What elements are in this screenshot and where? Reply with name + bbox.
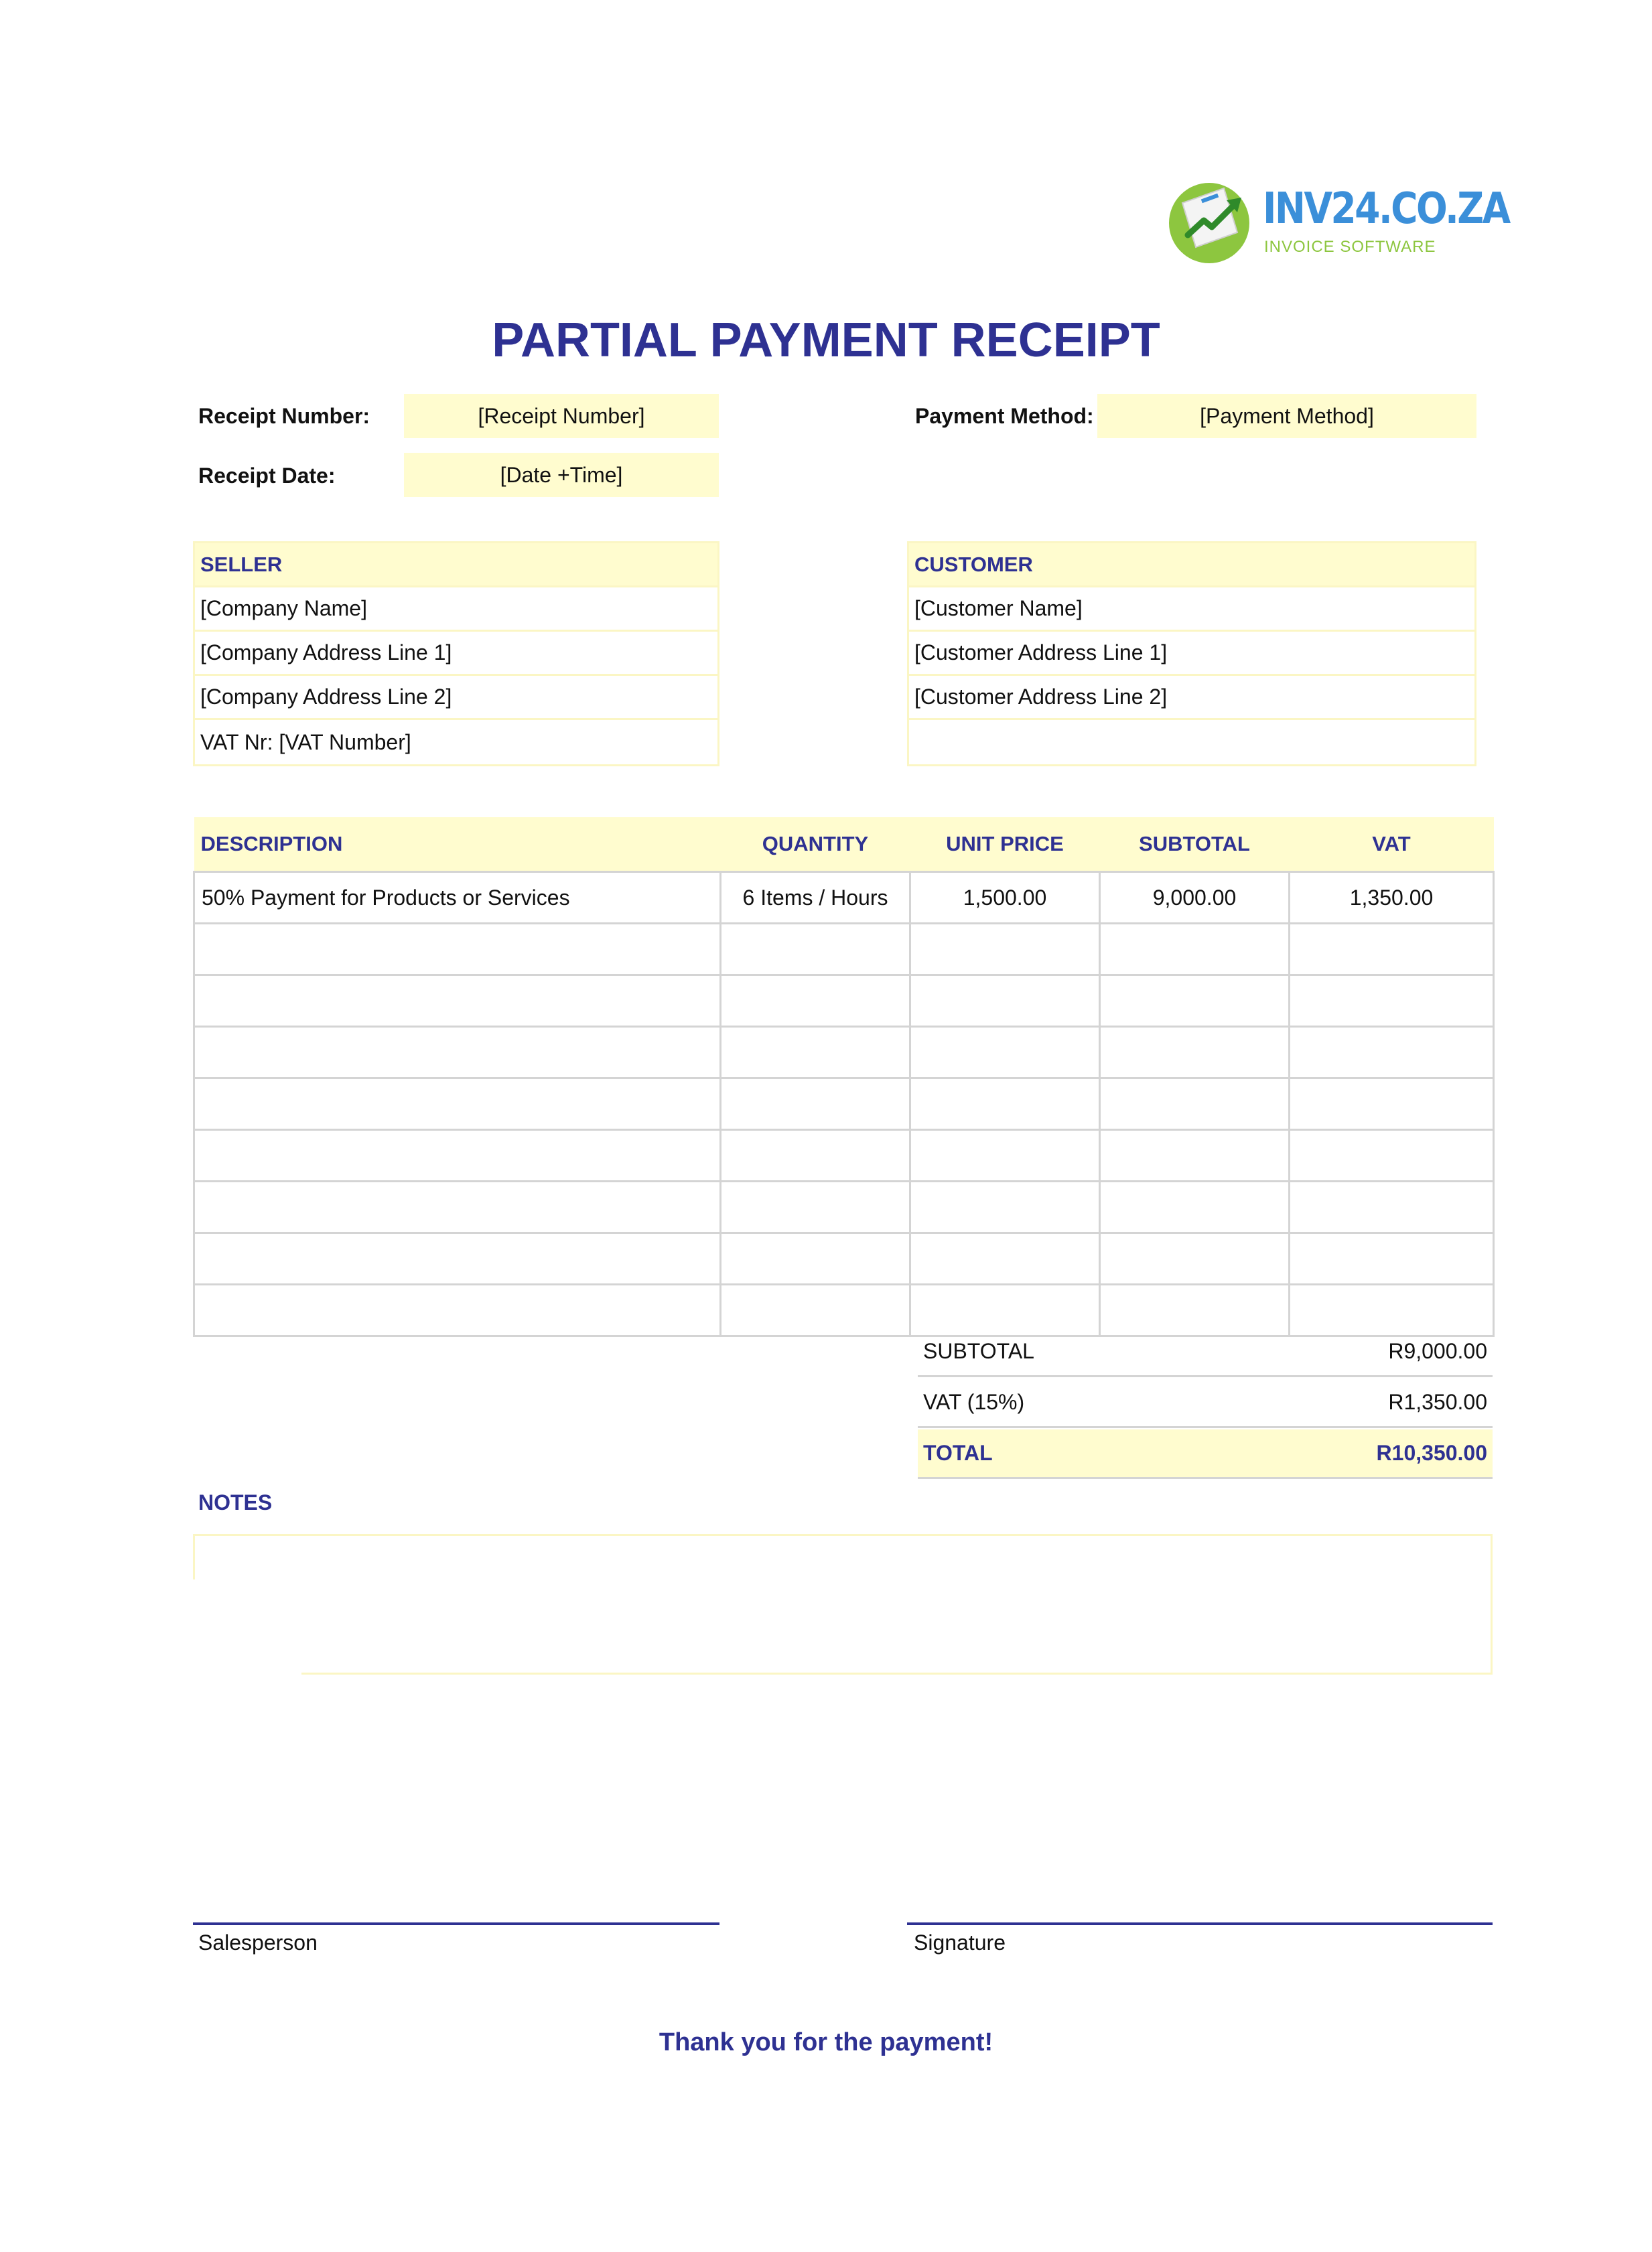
cell-vat[interactable] [1290,1182,1494,1233]
vat-value: R1,350.00 [1388,1390,1487,1414]
seller-block [193,541,719,766]
cell-unit-price[interactable]: 1,500.00 [910,872,1100,924]
column-header-description: DESCRIPTION [194,817,721,872]
column-header-vat: VAT [1290,817,1494,872]
seller-address-line-1[interactable]: [Company Address Line 1] [195,632,717,676]
customer-address-line-2[interactable]: [Customer Address Line 2] [909,676,1474,720]
cell-vat[interactable] [1290,1078,1494,1130]
items-table [193,817,1495,1337]
cell-description[interactable]: 50% Payment for Products or Services [194,872,721,924]
thank-you-message: Thank you for the payment! [659,2028,993,2056]
customer-signature-line[interactable] [907,1922,1493,1925]
notes-label: NOTES [198,1490,273,1515]
cell-quantity[interactable] [721,1130,910,1182]
column-header-quantity: QUANTITY [721,817,910,872]
cell-vat[interactable]: 1,350.00 [1290,872,1494,924]
table-row [194,1078,1494,1130]
cell-unit-price[interactable] [910,1130,1100,1182]
invoice-arrow-icon [1162,171,1263,271]
cell-vat[interactable] [1290,1130,1494,1182]
cell-description[interactable] [194,1285,721,1336]
cell-unit-price[interactable] [910,1182,1100,1233]
cell-unit-price[interactable] [910,1078,1100,1130]
payment-method-field[interactable]: [Payment Method] [1097,394,1476,438]
cell-quantity[interactable]: 6 Items / Hours [721,872,910,924]
cell-subtotal[interactable] [1100,1233,1290,1285]
receipt-number-label: Receipt Number: [198,404,370,428]
total-label: TOTAL [923,1441,993,1465]
cell-quantity[interactable] [721,1182,910,1233]
table-row [194,1027,1494,1078]
company-logo [1162,171,1509,271]
cell-description[interactable] [194,975,721,1027]
cell-subtotal[interactable] [1100,1130,1290,1182]
cell-quantity[interactable] [721,1285,910,1336]
total-row [918,1429,1493,1479]
cell-description[interactable] [194,924,721,975]
table-row [194,1182,1494,1233]
cell-subtotal[interactable]: 9,000.00 [1100,872,1290,924]
total-value: R10,350.00 [1376,1441,1487,1465]
cell-quantity[interactable] [721,975,910,1027]
notes-box-notch [193,1579,301,1677]
signature-label: Signature [914,1930,1006,1955]
customer-name[interactable]: [Customer Name] [909,587,1474,632]
seller-heading: SELLER [195,543,717,587]
table-row [194,924,1494,975]
column-header-subtotal: SUBTOTAL [1100,817,1290,872]
receipt-number-field[interactable]: [Receipt Number] [404,394,719,438]
customer-address-line-1[interactable]: [Customer Address Line 1] [909,632,1474,676]
customer-heading: CUSTOMER [909,543,1474,587]
cell-vat[interactable] [1290,975,1494,1027]
receipt-date-label: Receipt Date: [198,464,336,488]
cell-vat[interactable] [1290,1233,1494,1285]
cell-unit-price[interactable] [910,1233,1100,1285]
cell-quantity[interactable] [721,1078,910,1130]
cell-subtotal[interactable] [1100,975,1290,1027]
cell-description[interactable] [194,1233,721,1285]
cell-description[interactable] [194,1182,721,1233]
table-row [194,1130,1494,1182]
seller-vat-number[interactable]: VAT Nr: [VAT Number] [200,729,411,754]
cell-subtotal[interactable] [1100,1182,1290,1233]
customer-block [907,541,1476,766]
cell-unit-price[interactable] [910,924,1100,975]
cell-subtotal[interactable] [1100,924,1290,975]
payment-method-label: Payment Method: [915,404,1094,428]
salesperson-signature-line[interactable] [193,1922,719,1925]
subtotal-row [918,1328,1493,1377]
subtotal-label: SUBTOTAL [923,1339,1034,1363]
cell-subtotal[interactable] [1100,1027,1290,1078]
table-row [194,975,1494,1027]
cell-unit-price[interactable] [910,975,1100,1027]
cell-subtotal[interactable] [1100,1078,1290,1130]
vat-label: VAT (15%) [923,1390,1025,1414]
cell-quantity[interactable] [721,924,910,975]
cell-description[interactable] [194,1078,721,1130]
seller-company-name[interactable]: [Company Name] [195,587,717,632]
logo-brand-text: INV24.CO.ZA [1263,184,1509,234]
cell-description[interactable] [194,1130,721,1182]
vat-row [918,1379,1493,1428]
cell-unit-price[interactable] [910,1027,1100,1078]
notes-field[interactable] [193,1534,1493,1675]
salesperson-label: Salesperson [198,1930,318,1955]
subtotal-value: R9,000.00 [1388,1339,1487,1363]
table-row [194,872,1494,924]
items-header-row [194,817,1494,872]
seller-address-line-2[interactable]: [Company Address Line 2] [195,676,717,720]
cell-description[interactable] [194,1027,721,1078]
cell-quantity[interactable] [721,1233,910,1285]
logo-tagline: INVOICE SOFTWARE [1264,238,1436,256]
cell-vat[interactable] [1290,924,1494,975]
receipt-date-field[interactable]: [Date +Time] [404,453,719,497]
table-row [194,1233,1494,1285]
customer-extra-line[interactable] [909,720,1474,764]
column-header-unit-price: UNIT PRICE [910,817,1100,872]
cell-quantity[interactable] [721,1027,910,1078]
page-title: PARTIAL PAYMENT RECEIPT [492,313,1160,367]
cell-vat[interactable] [1290,1027,1494,1078]
